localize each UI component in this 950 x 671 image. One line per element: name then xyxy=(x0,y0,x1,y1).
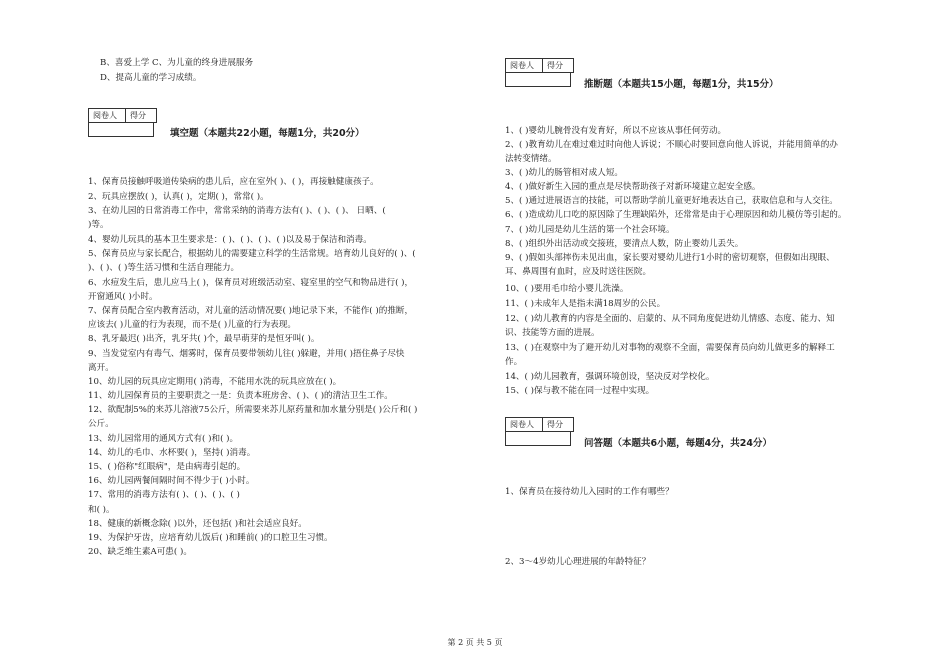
judge-line: 9、( )假如头部摔伤未见出血，家长要对婴幼儿进行1小时的密切观察，但假如出现眼、 xyxy=(505,253,835,263)
fill-line: )、( )、( )等生活习惯和生活自理能力。 xyxy=(88,263,240,273)
fill-line: 4、婴幼儿玩具的基本卫生要求是：( )、( )、( )、( )以及易于保洁和消毒。 xyxy=(88,235,372,245)
judge-line: 8、( )组织外出活动或交接班，要清点人数，防止婴幼儿丢失。 xyxy=(505,239,744,249)
score-box-judge-blank xyxy=(505,72,571,87)
fill-line: 16、幼儿园两餐间隔时间不得少于( )小时。 xyxy=(88,476,255,486)
fill-line: 14、幼儿的毛巾、水杯要( )，坚持( )消毒。 xyxy=(88,448,256,458)
qa-section-title: 问答题（本题共6小题，每题4分，共24分） xyxy=(584,438,772,449)
fill-line: 20、缺乏维生素A可患( )。 xyxy=(88,547,192,557)
reviewer-label: 阅卷人 xyxy=(89,109,126,122)
judge-line: 6、( )造成幼儿口吃的原因除了生理缺陷外，还常常是由于心理原因和幼儿模仿等引起的。 xyxy=(505,210,847,220)
judge-line: 4、( )做好新生入园的重点是尽快帮助孩子对新环境建立起安全感。 xyxy=(505,182,761,192)
fill-section-title: 填空题（本题共22小题，每题1分，共20分） xyxy=(170,128,365,139)
fill-line: 1、保育员接触呼吸道传染病的患儿后，应在室外( )、( )，再接触健康孩子。 xyxy=(88,177,379,187)
fill-line: 离开。 xyxy=(88,363,114,373)
reviewer-label: 阅卷人 xyxy=(506,59,543,72)
fill-line: 和( )。 xyxy=(88,505,115,515)
qa-question: 1、保育员在接待幼儿入园时的工作有哪些？ xyxy=(505,487,674,497)
score-box-qa-blank xyxy=(505,431,571,446)
fill-line: 应该去( )儿童的行为表现，而不是( )儿童的行为表现。 xyxy=(88,320,296,330)
fill-line: )等。 xyxy=(88,220,109,230)
fill-line: 开窗通风( )小时。 xyxy=(88,292,158,302)
judge-line: 识、技能等方面的进展。 xyxy=(505,328,600,338)
fill-line: 6、水痘发生后，患儿应马上( )，保育员对班级活动室、寝室里的空气和物品进行( )， xyxy=(88,278,414,288)
judge-line: 耳、鼻周围有血时，应及时送往医院。 xyxy=(505,267,652,277)
fill-line: 19、为保护牙齿，应培育幼儿饭后( )和睡前( )的口腔卫生习惯。 xyxy=(88,533,333,543)
fill-line: 15、( )俗称"红眼病"，是由病毒引起的。 xyxy=(88,462,246,472)
score-label: 得分 xyxy=(130,111,146,120)
judge-line: 14、( )幼儿园教育，强调环境创设，坚决反对学校化。 xyxy=(505,372,715,382)
judge-line: 法转变情绪。 xyxy=(505,154,557,164)
judge-line: 12、( )幼儿教育的内容是全面的、启蒙的、从不同角度促进幼儿情感、态度、能力、知 xyxy=(505,314,835,324)
judge-line: 13、( )在观察中为了避开幼儿对事物的观察不全面，需要保育员向幼儿做更多的解释工 xyxy=(505,343,835,353)
fill-line: 13、幼儿园常用的通风方式有( )和( )。 xyxy=(88,434,239,444)
score-box-fill-blank xyxy=(88,122,154,137)
fill-line: 5、保育员应与家长配合，根据幼儿的需要建立科学的生活常规。培育幼儿良好的( )、( xyxy=(88,249,416,259)
fill-line: 18、健康的新概念除( )以外，还包括( )和社会适应良好。 xyxy=(88,519,307,529)
fill-line: 3、在幼儿园的日常消毒工作中，常常采纳的消毒方法有( )、( )、( )、 日晒、( xyxy=(88,206,386,216)
fill-line: 8、乳牙最迟( )出齐，乳牙共( )个，最早萌芽的是恒牙叫( )。 xyxy=(88,334,320,344)
judge-line: 3、( )幼儿的肠管相对成人短。 xyxy=(505,168,624,178)
option-d: D、提高儿童的学习成绩。 xyxy=(100,73,202,83)
judge-line: 15、( )保与教不能在同一过程中实现。 xyxy=(505,386,655,396)
judge-line: 5、( )通过进展语言的技能，可以帮助学前儿童更好地表达自己，获取信息和与人交往。 xyxy=(505,196,838,206)
score-box-judge xyxy=(505,58,574,73)
judge-section-title: 推断题（本题共15小题，每题1分，共15分） xyxy=(584,79,779,90)
fill-line: 公斤。 xyxy=(88,419,114,429)
judge-line: 2、( )教育幼儿在难过难过时向他人诉说；不顺心时要回意向他人诉说，并能用简单的办 xyxy=(505,140,838,150)
page-footer: 第 2 页 共 5 页 xyxy=(447,638,503,647)
fill-line: 10、幼儿园的玩具应定期用( )消毒，不能用水洗的玩具应放在( )。 xyxy=(88,377,342,387)
judge-line: 10、( )要用毛巾给小婴儿洗澡。 xyxy=(505,284,629,294)
fill-line: 2、玩具应摆放( )，认真( )，定期( )，常常( )。 xyxy=(88,192,269,202)
judge-line: 7、( )幼儿园是幼儿生活的第一个社会环境。 xyxy=(505,225,675,235)
fill-line: 11、幼儿园保育员的主要职责之一是：负责本班房舍、( )、( )的清洁卫生工作。 xyxy=(88,391,393,401)
fill-line: 17、常用的消毒方法有( )、( )、( )、( ) xyxy=(88,490,240,500)
fill-line: 9、当发觉室内有毒气、烟雾时，保育员要带领幼儿往( )躲避，并用( )捂住鼻子尽快 xyxy=(88,349,405,359)
score-label: 得分 xyxy=(547,420,563,429)
judge-line: 11、( )未成年人是指未满18周岁的公民。 xyxy=(505,299,666,309)
option-b-c: B、喜爱上学 C、为儿童的终身进展服务 xyxy=(100,58,254,68)
reviewer-label: 阅卷人 xyxy=(506,418,543,431)
score-box-qa xyxy=(505,417,574,432)
judge-line: 1、( )婴幼儿腕骨没有发育好，所以不应该从事任何劳动。 xyxy=(505,126,727,136)
qa-question: 2、3～4岁幼儿心理进展的年龄特征？ xyxy=(505,557,651,567)
fill-line: 12、欲配制5%的来苏儿溶液75公斤，所需要来苏儿原药量和加水量分别是( )公斤和( ) xyxy=(88,405,418,415)
score-box-fill xyxy=(88,108,157,123)
judge-line: 作。 xyxy=(505,357,523,367)
fill-line: 7、保育员配合室内教育活动，对儿童的活动情况要( )地记录下来，不能作( )的推断， xyxy=(88,306,414,316)
score-label: 得分 xyxy=(547,61,563,70)
